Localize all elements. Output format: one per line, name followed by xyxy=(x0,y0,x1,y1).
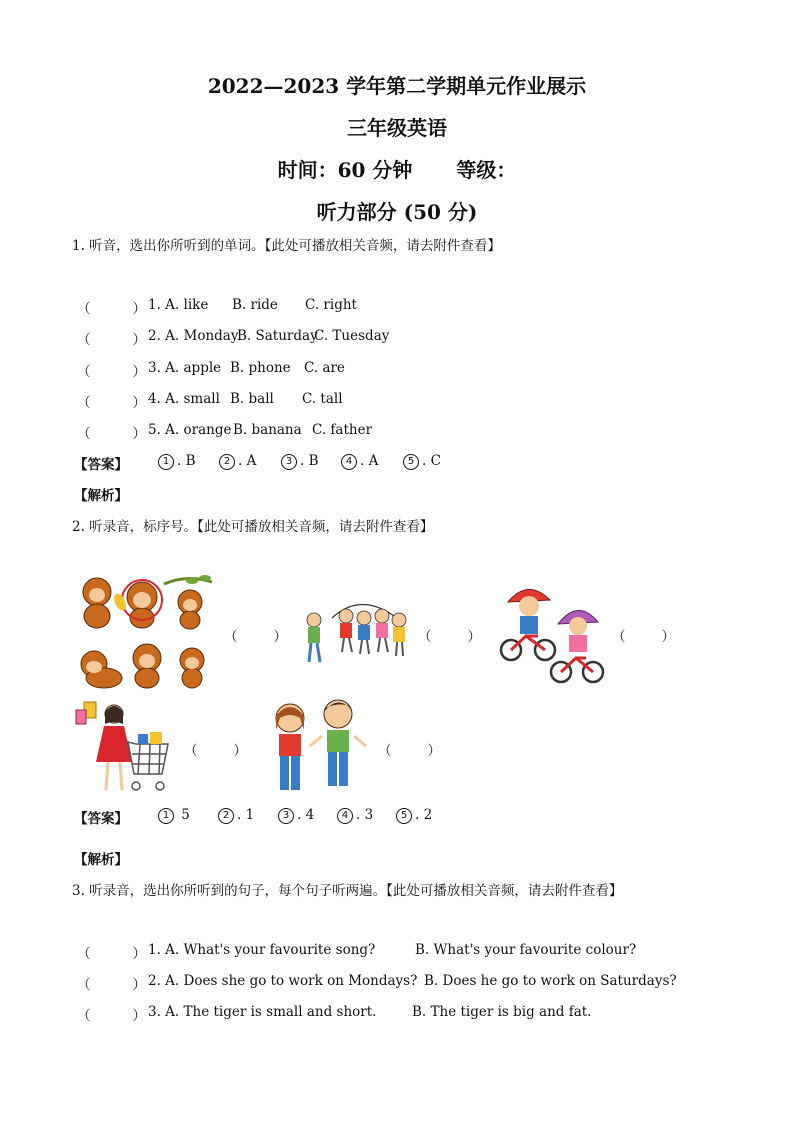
option-a: 1. A. like xyxy=(148,297,209,313)
answer-item: 4 . 3 xyxy=(337,807,373,824)
answer-item: 5 . C xyxy=(403,453,441,470)
option-a: 4. A. small xyxy=(148,391,220,407)
jump-rope-picture xyxy=(302,598,410,668)
analysis-tag: 【解析】 xyxy=(74,852,128,868)
option-c: C. tall xyxy=(302,391,343,407)
answer-blank[interactable]: （ ） xyxy=(224,629,287,645)
answer-tag: 【答案】 xyxy=(74,457,128,473)
answer-blank[interactable]: （ ） xyxy=(77,364,146,380)
option-c: C. father xyxy=(312,422,373,438)
students-picture xyxy=(262,696,370,798)
option-a: 3. A. The tiger is small and short. xyxy=(148,1004,377,1020)
answer-blank[interactable]: （ ） xyxy=(378,743,441,759)
answer-item: 1 . B xyxy=(158,453,196,470)
option-b: B. The tiger is big and fat. xyxy=(412,1004,592,1020)
answer-blank[interactable]: （ ） xyxy=(418,629,481,645)
answer-item: 5 . 2 xyxy=(396,807,432,824)
answer-blank[interactable]: （ ） xyxy=(77,426,146,442)
shopping-picture xyxy=(74,700,174,798)
answer-blank[interactable]: （ ） xyxy=(77,332,146,348)
answer-blank[interactable]: （ ） xyxy=(77,1008,146,1024)
option-a: 2. A. Monday xyxy=(148,328,239,344)
option-b: B. phone xyxy=(230,360,291,376)
option-a: 2. A. Does she go to work on Mondays? xyxy=(148,973,418,989)
answer-tag: 【答案】 xyxy=(74,811,128,827)
monkeys-picture xyxy=(72,572,217,694)
q1-prompt: 1. 听音，选出你所听到的单词。【此处可播放相关音频，请去附件查看】 xyxy=(72,238,501,254)
option-b: B. Saturday xyxy=(237,328,318,344)
answer-blank[interactable]: （ ） xyxy=(77,301,146,317)
option-c: C. right xyxy=(305,297,357,313)
q3-prompt: 3. 听录音，选出你所听到的句子，每个句子听两遍。【此处可播放相关音频，请去附件查看】 xyxy=(72,883,623,899)
answer-blank[interactable]: （ ） xyxy=(612,629,675,645)
answer-item: 2 . 1 xyxy=(218,807,254,824)
answer-item: 2 . A xyxy=(219,453,256,470)
option-b: B. banana xyxy=(233,422,302,438)
answer-item: 3 . 4 xyxy=(278,807,314,824)
option-b: B. ride xyxy=(232,297,278,313)
answer-item: 3 . B xyxy=(281,453,319,470)
bikes-picture xyxy=(498,580,606,686)
answer-blank[interactable]: （ ） xyxy=(77,946,146,962)
answer-blank[interactable]: （ ） xyxy=(77,977,146,993)
q2-prompt: 2. 听录音，标序号。【此处可播放相关音频，请去附件查看】 xyxy=(72,519,434,535)
answer-item: 4 . A xyxy=(341,453,378,470)
time-grade-line xyxy=(0,154,794,183)
section-title: 听力部分 (50 分) xyxy=(316,200,478,224)
option-a: 3. A. apple xyxy=(148,360,222,376)
option-c: C. Tuesday xyxy=(314,328,390,344)
option-a: 5. A. orange xyxy=(148,422,232,438)
option-b: B. ball xyxy=(230,391,274,407)
answer-item: 1 5 xyxy=(158,807,190,824)
option-c: C. are xyxy=(304,360,345,376)
analysis-tag: 【解析】 xyxy=(74,488,128,504)
option-b: B. Does he go to work on Saturdays? xyxy=(424,973,677,989)
grade-label: 等级： xyxy=(456,158,517,182)
worksheet-subject: 三年级英语 xyxy=(347,116,447,140)
answer-blank[interactable]: （ ） xyxy=(77,395,146,411)
option-a: 1. A. What's your favourite song? xyxy=(148,942,376,958)
answer-blank[interactable]: （ ） xyxy=(184,743,247,759)
option-b: B. What's your favourite colour? xyxy=(415,942,637,958)
worksheet-title: 2022—2023 学年第二学期单元作业展示 xyxy=(207,74,587,98)
time-label: 时间：60 分钟 xyxy=(277,158,413,182)
